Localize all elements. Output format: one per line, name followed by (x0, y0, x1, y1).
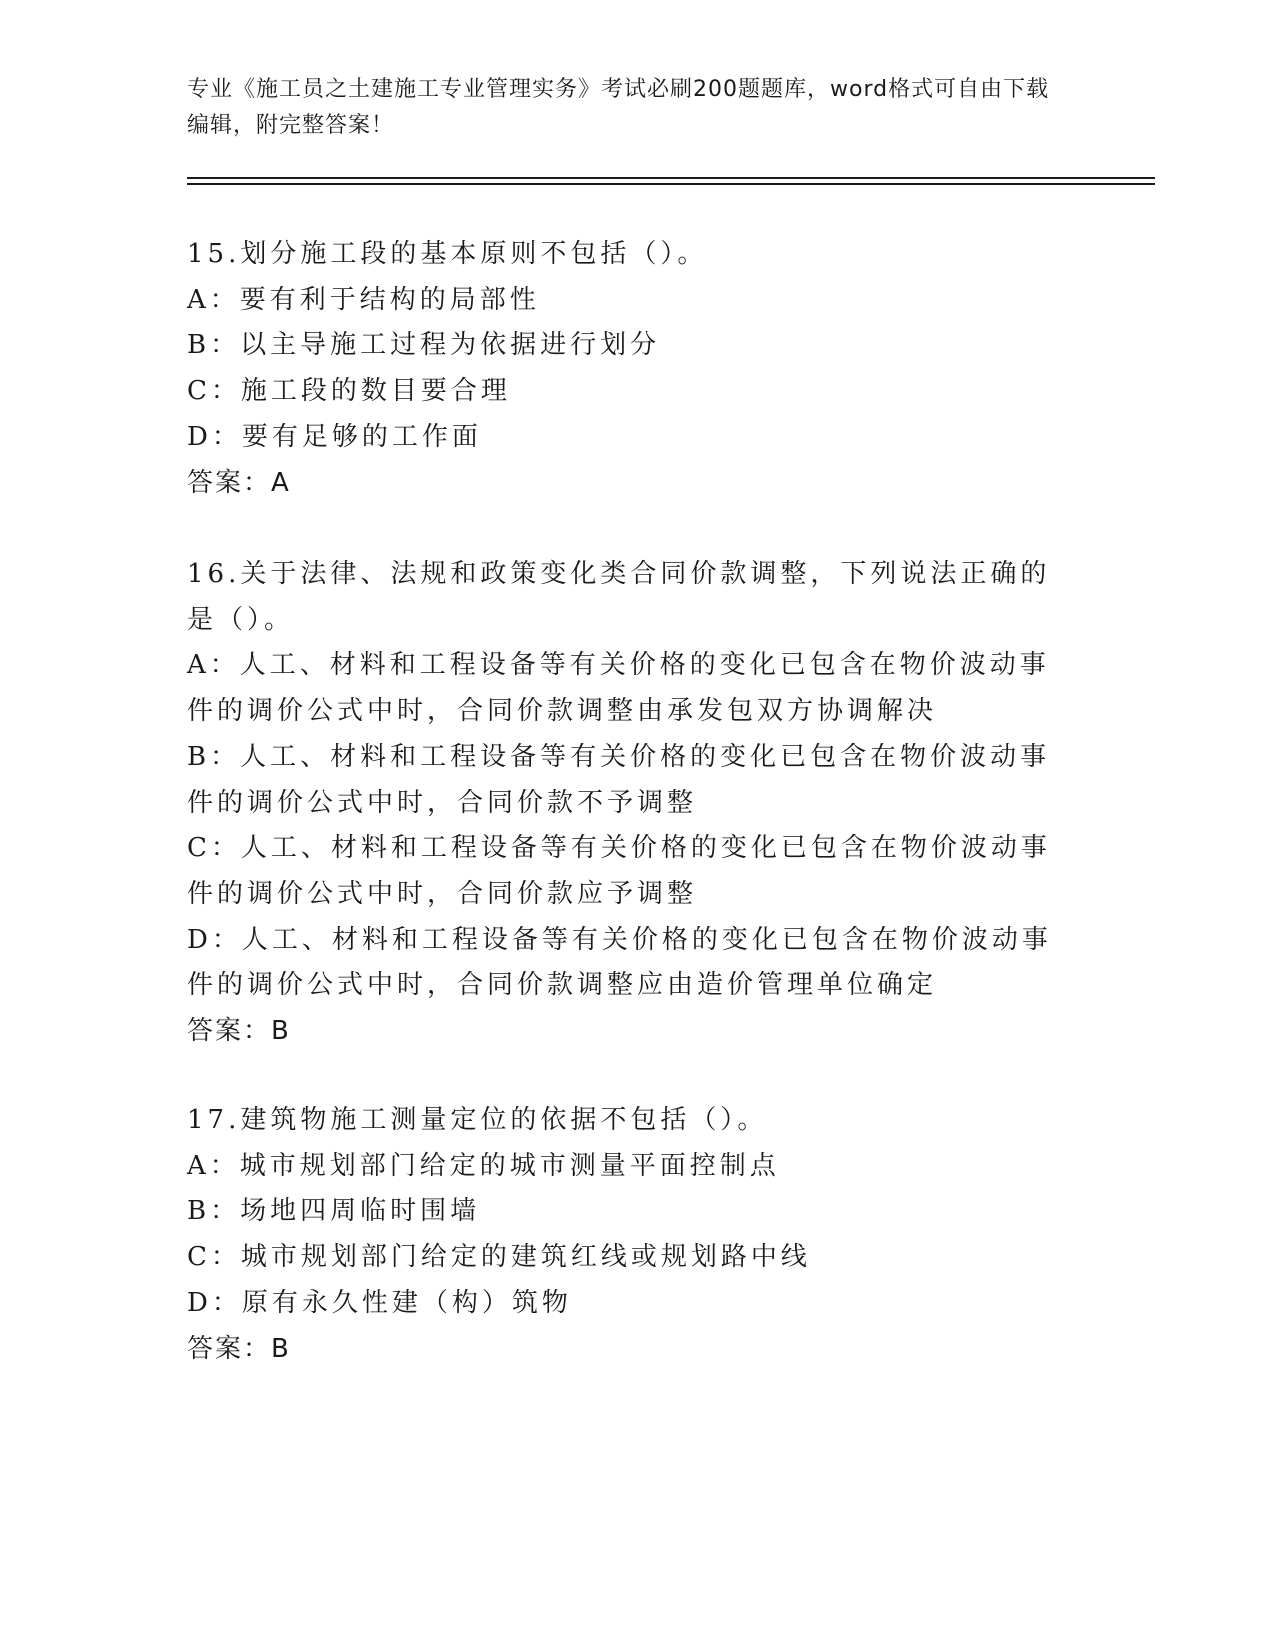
document-header: 专业《施工员之土建施工专业管理实务》考试必刷200题题库，word格式可自由下载编辑，附完整答案！ (187, 77, 1050, 138)
option-c: C：施工段的数目要合理 (187, 376, 511, 407)
option-a: A：人工、材料和工程设备等有关价格的变化已包含在物价波动事件的调价公式中时，合同价款调整由承发包双方协调解决 (187, 650, 1050, 727)
option-d: D：要有足够的工作面 (187, 421, 482, 452)
option-c: C：城市规划部门给定的建筑红线或规划路中线 (187, 1242, 811, 1273)
option-a: A：要有利于结构的局部性 (187, 284, 540, 315)
option-d: D：人工、材料和工程设备等有关价格的变化已包含在物价波动事件的调价公式中时，合同价款调整应由造价管理单位确定 (187, 924, 1052, 1001)
option-b: B：场地四周临时围墙 (187, 1196, 481, 1227)
answer-text: 答案：B (187, 1016, 291, 1047)
question-stem: 16.关于法律、法规和政策变化类合同价款调整，下列说法正确的是（）。 (187, 559, 1051, 635)
option-b: B：以主导施工过程为依据进行划分 (187, 330, 661, 361)
question-stem: 17.建筑物施工测量定位的依据不包括（）。 (187, 1105, 768, 1135)
question-15 (187, 232, 1067, 506)
option-a: A：城市规划部门给定的城市测量平面控制点 (187, 1150, 780, 1181)
answer-text: 答案：B (187, 1333, 291, 1364)
option-c: C：人工、材料和工程设备等有关价格的变化已包含在物价波动事件的调价公式中时，合同价款应予调整 (187, 833, 1051, 909)
header-divider-top (187, 177, 1155, 179)
question-16 (187, 552, 1067, 1055)
option-d: D：原有永久性建（构）筑物 (187, 1287, 572, 1318)
answer-text: 答案：A (187, 467, 291, 498)
question-stem: 15.划分施工段的基本原则不包括（）。 (187, 239, 708, 269)
option-b: B：人工、材料和工程设备等有关价格的变化已包含在物价波动事件的调价公式中时，合同价款不予调整 (187, 741, 1051, 818)
question-17 (187, 1098, 1067, 1372)
header-divider-bottom (187, 183, 1155, 185)
